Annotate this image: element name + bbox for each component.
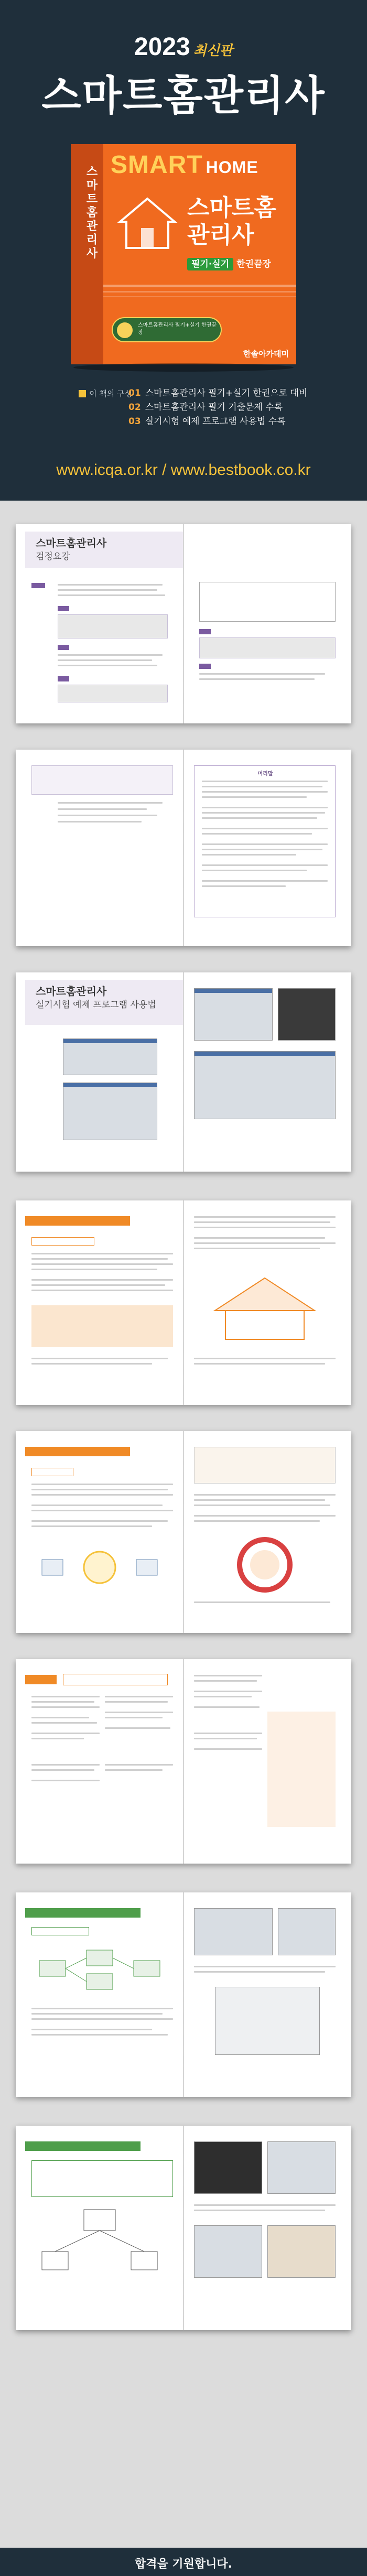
book-cover <box>71 144 296 364</box>
text-line <box>105 1764 173 1766</box>
preface-title: 머리말 <box>257 771 273 777</box>
text-line <box>194 1696 252 1697</box>
text-line <box>194 1706 260 1708</box>
feature-text: 실기시험 예제 프로그램 사용법 수록 <box>145 416 286 427</box>
book-front <box>103 144 296 364</box>
page-header <box>25 532 183 568</box>
device-photo <box>267 2141 336 2194</box>
text-line <box>202 786 322 787</box>
text-line <box>194 1748 262 1750</box>
text-line <box>194 1733 262 1734</box>
preview-spread-quiz <box>16 1659 351 1864</box>
text-line <box>31 1525 152 1527</box>
edition-line <box>0 33 367 61</box>
text-line <box>31 1701 94 1703</box>
text-line <box>58 589 157 591</box>
text-line <box>31 1279 173 1281</box>
text-line <box>202 828 328 829</box>
page-fold <box>183 1659 184 1864</box>
page-title <box>36 537 106 563</box>
table-block <box>58 614 168 638</box>
section-box <box>31 1468 73 1476</box>
text-line <box>194 1505 330 1506</box>
text-line <box>194 1242 336 1244</box>
book-badge <box>112 317 222 342</box>
text-line <box>202 849 322 850</box>
table-block <box>199 637 336 658</box>
book-icon <box>79 390 86 397</box>
text-line <box>202 812 325 814</box>
page-fold <box>183 524 184 723</box>
book-logo <box>111 150 258 179</box>
diagram-block <box>199 582 336 622</box>
section-box <box>31 1237 94 1246</box>
preview-spread-practical-2 <box>16 2126 351 2330</box>
edition-label: 최신판 <box>193 42 233 58</box>
text-line <box>194 1691 262 1692</box>
text-line <box>202 864 328 866</box>
page-title-main: 스마트홈관리사 <box>36 985 107 998</box>
text-line <box>194 1494 336 1496</box>
wiring-diagram <box>37 2204 163 2278</box>
text-line <box>105 1727 170 1729</box>
text-line <box>194 1601 330 1603</box>
text-line <box>31 2013 163 2015</box>
section-tag <box>58 606 69 611</box>
text-line <box>58 584 163 586</box>
text-line <box>31 1263 173 1265</box>
left-page <box>16 1200 183 1405</box>
program-screenshot <box>278 988 336 1041</box>
text-line <box>194 1680 257 1682</box>
preface-box <box>194 765 336 917</box>
right-page <box>183 972 351 1172</box>
feature-num: 01 <box>128 388 141 398</box>
chapter-header <box>25 1908 141 1918</box>
text-line <box>58 821 142 822</box>
text-line <box>194 1363 325 1365</box>
feature-item <box>128 416 338 430</box>
text-line <box>58 594 165 596</box>
table-block <box>58 685 168 702</box>
features-heading-text: 이 책의 구성 <box>89 389 132 398</box>
text-line <box>202 807 328 808</box>
window-titlebar <box>63 1083 157 1087</box>
closing-text: 합격을 기원합니다. <box>134 2558 233 2571</box>
left-page <box>16 524 183 723</box>
right-page <box>183 750 351 946</box>
text-line <box>31 1722 97 1724</box>
preview-spread-theory-1 <box>16 1200 351 1405</box>
text-line <box>194 1966 336 1967</box>
chapter-header <box>25 1675 57 1684</box>
text-line <box>31 2018 173 2020</box>
text-line <box>58 659 152 661</box>
smart-home-icon <box>116 194 179 252</box>
text-line <box>194 1237 325 1239</box>
book-logo-smart: SMART <box>111 151 203 179</box>
section-tag <box>58 645 69 650</box>
text-line <box>194 1675 262 1676</box>
book-logo-home: HOME <box>206 158 258 177</box>
chapter-header <box>25 2141 141 2151</box>
right-page <box>183 2126 351 2330</box>
circular-diagram <box>236 1536 294 1594</box>
book-tag-pill: 필기·실기 <box>187 258 233 270</box>
preview-spread-theory-2 <box>16 1431 351 1633</box>
text-line <box>202 833 312 835</box>
text-line <box>31 1363 152 1365</box>
text-line <box>105 1701 168 1703</box>
text-line <box>202 843 328 845</box>
left-page <box>16 972 183 1172</box>
spine-title: 스마트홈관리사 <box>84 165 98 261</box>
page-title-main: 스마트홈관리사 <box>36 537 107 549</box>
text-line <box>194 1358 336 1359</box>
text-line <box>194 1520 320 1522</box>
feature-num: 03 <box>128 416 141 427</box>
right-page <box>183 1200 351 1405</box>
hero-title: 스마트홈관리사 <box>41 72 326 118</box>
book-tag-text: 한권끝장 <box>236 259 271 269</box>
figure-block <box>31 1305 173 1347</box>
device-photo <box>194 2141 262 2194</box>
feature-text: 스마트홈관리사 필기 기출문제 수록 <box>145 402 283 413</box>
closing-banner <box>0 2548 367 2576</box>
house-diagram <box>210 1274 320 1342</box>
preview-spread-exam-guide <box>16 524 351 723</box>
section-tag <box>58 676 69 681</box>
text-line <box>194 1216 336 1218</box>
system-diagram <box>37 1945 163 1997</box>
text-line <box>31 1505 163 1506</box>
section-tag <box>199 664 211 669</box>
text-line <box>31 1764 100 1766</box>
text-line <box>199 673 325 675</box>
preview-spread-practical-1 <box>16 1892 351 2097</box>
program-screenshot <box>63 1038 157 1075</box>
page-header <box>25 980 183 1025</box>
program-screenshot <box>194 988 273 1041</box>
text-line <box>202 791 328 793</box>
text-line <box>58 808 147 810</box>
text-line <box>31 1738 84 1739</box>
text-line <box>31 2034 168 2036</box>
device-photo <box>278 1908 336 1955</box>
right-page <box>183 1892 351 2097</box>
text-line <box>194 2210 325 2211</box>
text-line <box>194 1515 336 1517</box>
book-stripes-decoration <box>103 280 296 307</box>
text-line <box>202 817 317 819</box>
feature-text: 스마트홈관리사 필기+실기 한권으로 대비 <box>145 388 308 398</box>
floor-plan-figure <box>215 1987 320 2055</box>
table-block <box>194 1447 336 1484</box>
text-line <box>202 880 328 882</box>
window-titlebar <box>195 989 272 993</box>
text-line <box>202 854 296 856</box>
preview-spread-preface <box>16 750 351 946</box>
page-fold <box>183 1892 184 2097</box>
left-page <box>16 2126 183 2330</box>
features-heading <box>79 388 132 399</box>
table-block <box>31 765 173 795</box>
program-screenshot <box>63 1083 157 1140</box>
page-subtitle: 검정요강 <box>36 551 70 562</box>
page-fold <box>183 1200 184 1405</box>
text-line <box>199 678 315 680</box>
page-fold <box>183 1431 184 1633</box>
edition-year: 2023 <box>134 33 190 61</box>
text-line <box>31 1494 173 1496</box>
hero-banner <box>0 0 367 501</box>
right-page <box>183 1431 351 1633</box>
device-photo <box>267 2225 336 2278</box>
section-box <box>31 1927 89 1935</box>
text-line <box>105 1696 173 1697</box>
left-page <box>16 1431 183 1633</box>
chapter-header <box>25 1216 130 1226</box>
book-publisher: 한솔아카데미 <box>243 349 289 359</box>
text-line <box>31 1358 168 1359</box>
text-line <box>58 654 163 656</box>
text-line <box>194 2204 336 2206</box>
text-line <box>105 1769 163 1771</box>
text-line <box>31 1290 173 1291</box>
text-line <box>105 1712 173 1713</box>
network-figure <box>37 1541 163 1594</box>
website-urls[interactable]: www.icqa.or.kr / www.bestbook.co.kr <box>56 461 311 479</box>
text-line <box>194 1971 325 1973</box>
text-line <box>31 2029 152 2030</box>
quiz-title-box <box>63 1674 168 1685</box>
right-page <box>183 524 351 723</box>
preview-spread-practice-program <box>16 972 351 1172</box>
page-fold <box>183 972 184 1172</box>
page-title <box>36 985 156 1011</box>
book-spine <box>71 144 103 364</box>
left-page <box>16 1892 183 2097</box>
text-line <box>31 1717 89 1718</box>
answer-column <box>267 1712 336 1827</box>
chapter-header <box>25 1447 130 1456</box>
text-line <box>194 1248 320 1249</box>
page-fold <box>183 2126 184 2330</box>
text-line <box>31 1253 173 1254</box>
page-fold <box>183 750 184 946</box>
feature-num: 02 <box>128 402 141 413</box>
badge-seal-icon <box>117 322 133 338</box>
section-tag <box>31 583 45 588</box>
section-tag <box>199 629 211 634</box>
feature-item <box>128 402 338 416</box>
text-line <box>202 870 307 871</box>
text-line <box>31 1769 94 1771</box>
feature-item <box>128 388 338 402</box>
text-line <box>31 1780 100 1781</box>
text-line <box>31 1510 173 1511</box>
device-photo <box>194 1908 273 1955</box>
preview-section <box>0 501 367 2548</box>
notice-box <box>31 2160 173 2197</box>
text-line <box>31 1489 168 1490</box>
left-page <box>16 750 183 946</box>
text-line <box>194 1221 330 1223</box>
device-photo <box>194 2225 262 2278</box>
badge-text: 스마트홈관리사 필기+실기 한권끝장 <box>138 322 217 335</box>
text-line <box>31 1269 157 1270</box>
text-line <box>31 1484 173 1485</box>
text-line <box>31 1284 165 1286</box>
text-line <box>58 665 157 666</box>
book-tag <box>187 256 271 269</box>
text-line <box>194 1227 336 1228</box>
text-line <box>194 1738 257 1739</box>
text-line <box>31 1706 100 1708</box>
text-line <box>194 1499 325 1501</box>
window-titlebar <box>63 1039 157 1043</box>
page-subtitle: 실기시험 예제 프로그램 사용법 <box>36 1000 156 1010</box>
text-line <box>31 1258 168 1260</box>
text-line <box>31 2008 173 2009</box>
text-line <box>202 781 328 782</box>
program-screenshot <box>194 1051 336 1119</box>
window-titlebar <box>195 1052 335 1056</box>
text-line <box>31 1696 100 1697</box>
book-shadow <box>73 363 294 372</box>
text-line <box>58 802 163 804</box>
left-page <box>16 1659 183 1864</box>
text-line <box>31 1733 100 1734</box>
text-line <box>202 885 286 887</box>
right-page <box>183 1659 351 1864</box>
book-main-title: 스마트홈 관리사 <box>187 195 277 248</box>
text-line <box>58 815 157 816</box>
text-line <box>31 1520 168 1522</box>
text-line <box>105 1717 163 1718</box>
text-line <box>202 796 307 798</box>
